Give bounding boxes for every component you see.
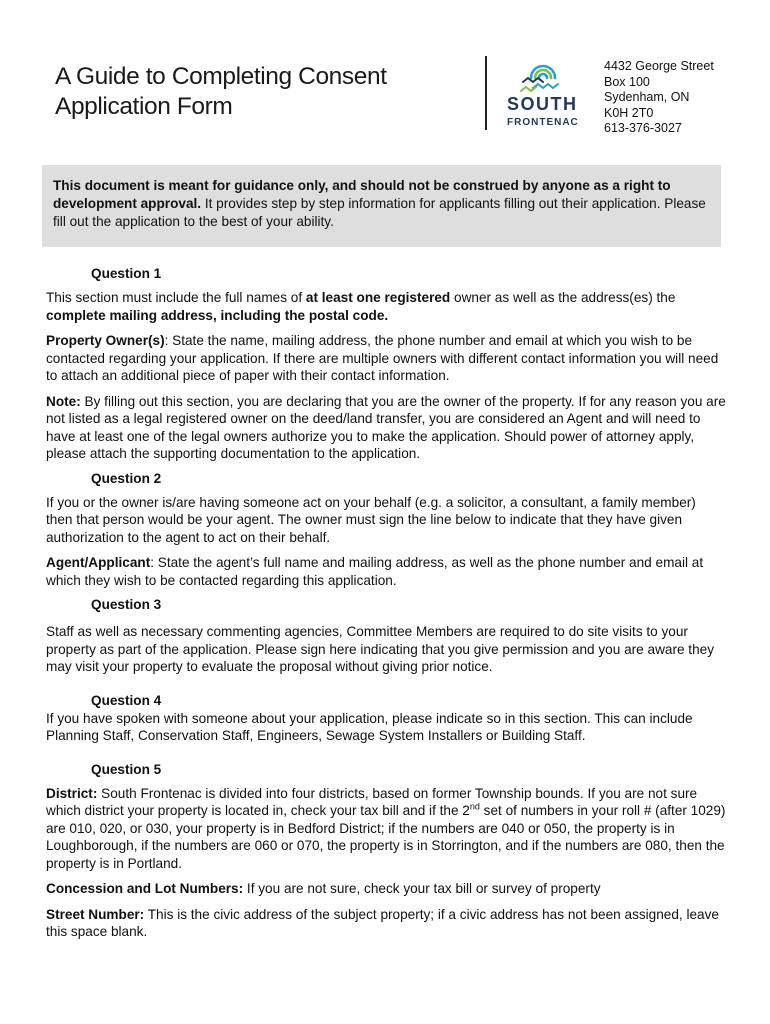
title-line-2: Application Form [55,93,233,120]
contact-address [604,59,714,137]
question-4-heading: Question 4 [91,692,162,708]
concession-lot-paragraph: Concession and Lot Numbers: If you are not sure, check your tax bill or survey of property [46,881,601,896]
south-frontenac-logo [505,58,587,136]
guide-content [46,265,726,941]
district-paragraph: District: South Frontenac is divided into four districts, based on former Township bounds. If you are not sure which district your property is located in, check your tax bill and if the 2nd set of numbers in your roll # (after 1029) are 010, 020, or 030, your property is in Bedford District; if the numbers are 040 or 050, the property is in Loughborough, if the numbers are 060 or 070, the property is in Storrington, and if the numbers are 080, then the property is in Portland. [46,785,726,871]
question-3-paragraph: Staff as well as necessary commenting agencies, Committee Members are required to do site visits to your property as part of the application. Please sign here indicating that you give permission and you are aware they may visit your property to evaluate the proposal without giving prior notice. [46,624,714,674]
question-3-heading: Question 3 [91,597,162,612]
notice-bold: This document is meant for guidance only, and should not be construed by anyone as a right to development approval. [53,178,671,211]
note-paragraph: Note: By filling out this section, you are declaring that you are the owner of the property. If for any reason you are not listed as a legal registered owner on the deed/land transfer, you are considered an Agent and will need to have at least one of the legal owners authorize you to make the application. Should power of attorney apply, please attach the supporting documentation to the application. [46,393,726,461]
address-box: Box 100 [604,74,650,89]
question-1-heading: Question 1 [91,266,162,281]
question-4-paragraph: If you have spoken with someone about your application, please indicate so in this section. This can include Planning Staff, Conservation Staff, Engineers, Sewage System Installers or Building Staff. [46,710,693,743]
question-2-paragraph: If you or the owner is/are having someone act on your behalf (e.g. a solicitor, a consultant, a family member) then that person would be your agent. The owner must sign the line below to indicate that they have given authorization to the agent to act on their behalf. [46,494,696,545]
logo-mark-icon [519,58,563,94]
question-1-intro: This section must include the full names of at least one registered owner as well as the address(es) the complete mailing address, including the postal code. [46,290,676,323]
street-number-paragraph: Street Number: This is the civic address of the subject property; if a civic address has not been assigned, leave this space blank. [46,906,719,939]
page-title [55,62,455,122]
question-5-heading: Question 5 [91,761,162,777]
address-postal: K0H 2T0 [604,105,654,120]
guidance-notice [42,165,721,247]
logo-text-south: SOUTH [507,94,578,114]
address-city: Sydenham, ON [604,90,690,104]
address-street: 4432 George Street [604,59,714,73]
agent-applicant-paragraph: Agent/Applicant: State the agent’s full name and mailing address, as well as the phone number and email at which they wish to be contacted regarding this application. [46,555,704,588]
header-divider [485,56,487,130]
property-owner-paragraph: Property Owner(s): State the name, mailing address, the phone number and email at which you wish to be contacted regarding your application. If there are multiple owners with different contact information you will need to attach an additional piece of paper with their contact information. [46,333,719,383]
title-line-1: A Guide to Completing Consent [55,63,387,90]
notice-text: It provides step by step information for applicants filling out their application. Please fill out the application to the best of your ability. [53,196,706,229]
question-2-heading: Question 2 [91,470,162,486]
address-phone: 613-376-3027 [604,121,682,135]
logo-text-frontenac: FRONTENAC [507,117,579,128]
